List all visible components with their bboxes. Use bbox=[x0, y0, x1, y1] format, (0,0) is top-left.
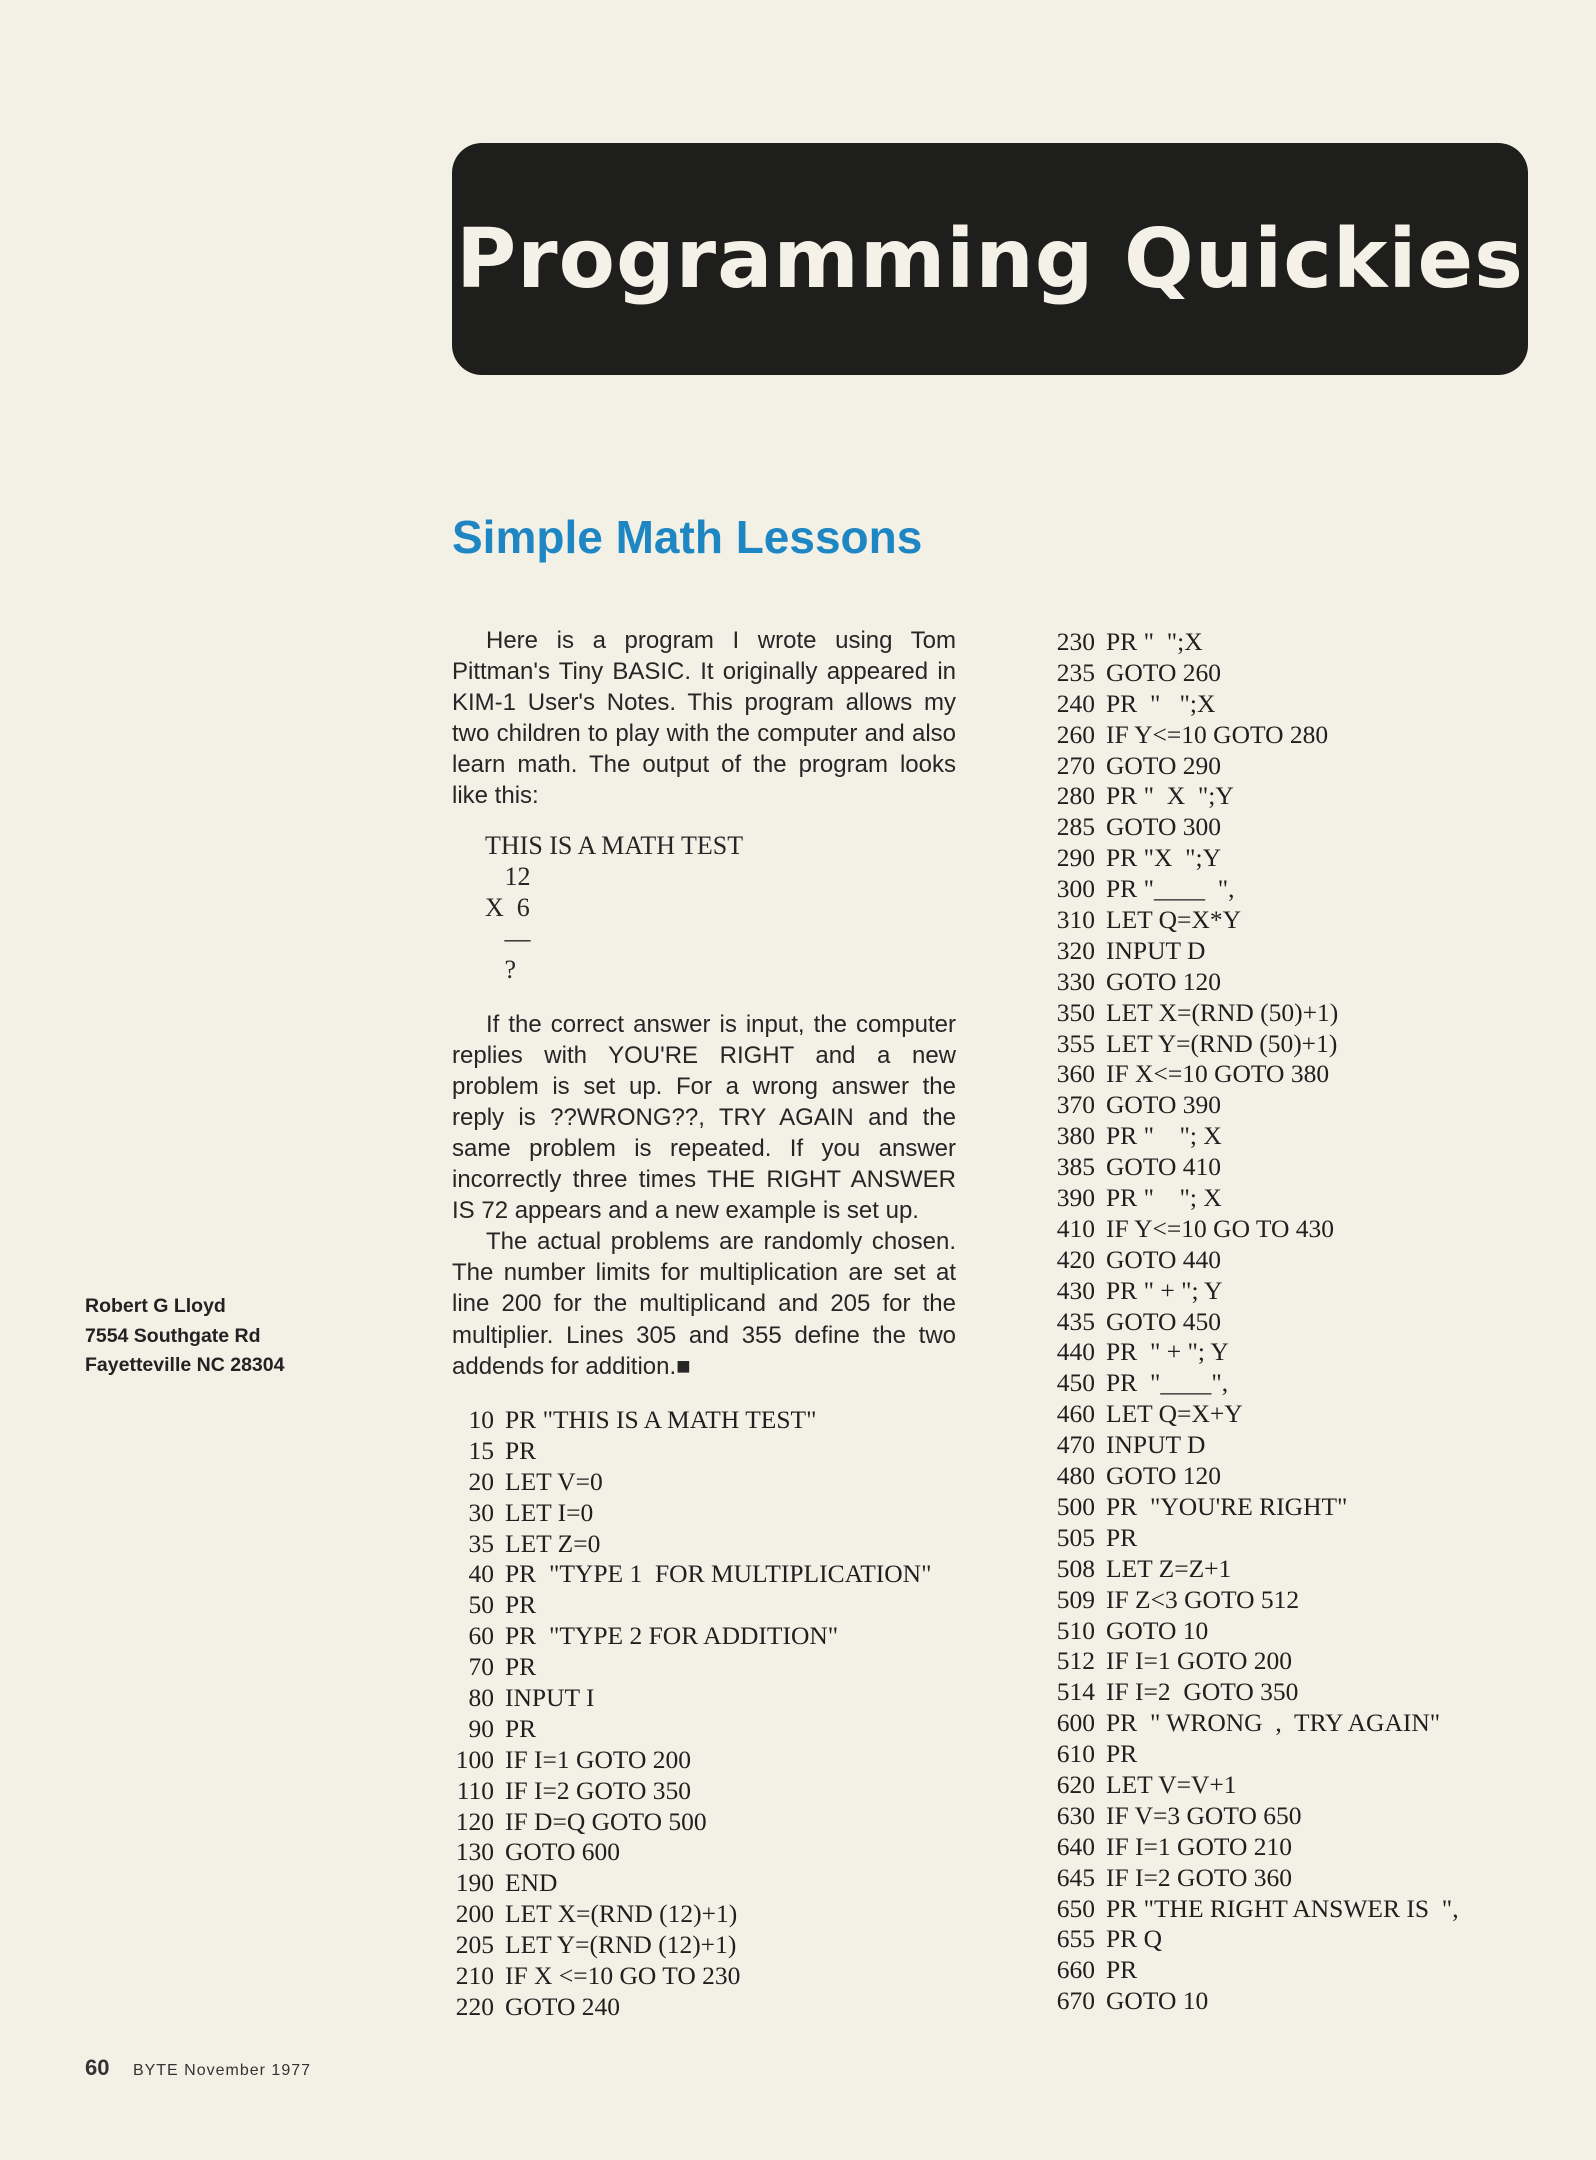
program-listing-left bbox=[448, 1405, 932, 2023]
code-line bbox=[448, 1436, 932, 1467]
line-number: 670 bbox=[1056, 1986, 1095, 2016]
code-line bbox=[1042, 1523, 1459, 1554]
line-number: 20 bbox=[468, 1466, 494, 1496]
line-number: 15 bbox=[468, 1435, 494, 1465]
statement: GOTO 260 bbox=[1106, 657, 1221, 687]
code-line bbox=[1042, 1492, 1459, 1523]
code-line bbox=[448, 1714, 932, 1745]
line-number: 280 bbox=[1056, 781, 1095, 811]
code-line bbox=[1042, 1090, 1459, 1121]
statement: IF I=2 GOTO 360 bbox=[1106, 1862, 1293, 1892]
code-line bbox=[1042, 1955, 1459, 1986]
line-number: 640 bbox=[1056, 1831, 1095, 1861]
line-number: 460 bbox=[1056, 1399, 1095, 1429]
code-line bbox=[1042, 1059, 1459, 1090]
statement: PR bbox=[505, 1590, 537, 1620]
author-name: Robert G Lloyd bbox=[85, 1295, 226, 1317]
code-line bbox=[1042, 1029, 1459, 1060]
code-line bbox=[1042, 1585, 1459, 1616]
statement: PR "THIS IS A MATH TEST" bbox=[505, 1405, 817, 1434]
statement: LET V=V+1 bbox=[1106, 1769, 1237, 1799]
code-line bbox=[1042, 874, 1459, 905]
statement: PR bbox=[1106, 1955, 1138, 1985]
line-number: 510 bbox=[1056, 1615, 1095, 1645]
line-number: 370 bbox=[1056, 1090, 1095, 1120]
line-number: 200 bbox=[455, 1899, 494, 1929]
code-line bbox=[448, 1405, 932, 1436]
line-number: 450 bbox=[1056, 1368, 1095, 1398]
line-number: 645 bbox=[1056, 1862, 1095, 1892]
statement: GOTO 600 bbox=[505, 1837, 620, 1867]
code-line bbox=[448, 1868, 932, 1899]
code-line bbox=[1042, 1307, 1459, 1338]
statement: PR bbox=[505, 1435, 537, 1465]
line-number: 260 bbox=[1056, 719, 1095, 749]
code-line bbox=[1042, 1924, 1459, 1955]
code-line bbox=[1042, 1616, 1459, 1647]
statement: LET Q=X+Y bbox=[1106, 1399, 1243, 1429]
statement: INPUT D bbox=[1106, 935, 1206, 965]
code-line bbox=[1042, 1214, 1459, 1245]
code-line bbox=[1042, 1337, 1459, 1368]
code-line bbox=[448, 1559, 932, 1590]
program-listing-right bbox=[1042, 627, 1459, 2017]
line-number: 300 bbox=[1056, 874, 1095, 904]
code-line bbox=[448, 1807, 932, 1838]
line-number: 430 bbox=[1056, 1275, 1095, 1305]
statement: GOTO 120 bbox=[1106, 966, 1221, 996]
statement: GOTO 290 bbox=[1106, 750, 1221, 780]
code-line bbox=[448, 1529, 932, 1560]
statement: PR bbox=[505, 1713, 537, 1743]
line-number: 310 bbox=[1056, 905, 1095, 935]
line-number: 390 bbox=[1056, 1183, 1095, 1213]
answer-paragraph: If the correct answer is input, the computer replies with YOU'RE RIGHT and a new problem is set up. For a wrong answer the reply is ??WRONG??, TRY AGAIN and the same problem is repeated. If you answer incorrectly three times THE RIGHT ANSWER IS 72 appears and a new example is set up. bbox=[452, 1010, 956, 1225]
statement: IF Y<=10 GO TO 430 bbox=[1106, 1213, 1335, 1243]
line-number: 600 bbox=[1056, 1708, 1095, 1738]
code-line bbox=[1042, 1461, 1459, 1492]
statement: GOTO 300 bbox=[1106, 812, 1221, 842]
line-number: 610 bbox=[1056, 1739, 1095, 1769]
line-number: 235 bbox=[1056, 657, 1095, 687]
line-number: 360 bbox=[1056, 1059, 1095, 1089]
line-number: 285 bbox=[1056, 812, 1095, 842]
statement: LET V=0 bbox=[505, 1466, 603, 1496]
statement: LET Q=X*Y bbox=[1106, 905, 1242, 935]
statement: IF Z<3 GOTO 512 bbox=[1106, 1584, 1300, 1614]
statement: PR " + "; Y bbox=[1106, 1275, 1223, 1305]
code-line bbox=[1042, 1801, 1459, 1832]
statement: LET Z=0 bbox=[505, 1528, 601, 1558]
statement: PR "____", bbox=[1106, 1368, 1229, 1398]
author-byline bbox=[85, 1292, 284, 1381]
code-line bbox=[1042, 1183, 1459, 1214]
statement: PR " "; X bbox=[1106, 1183, 1222, 1213]
statement: LET X=(RND (50)+1) bbox=[1106, 997, 1339, 1027]
line-number: 110 bbox=[456, 1775, 494, 1805]
publication-info: BYTE November 1977 bbox=[132, 2062, 312, 2079]
line-number: 210 bbox=[455, 1961, 494, 1991]
line-number: 205 bbox=[455, 1930, 494, 1960]
statement: GOTO 120 bbox=[1106, 1461, 1221, 1491]
line-number: 90 bbox=[468, 1713, 494, 1743]
line-number: 50 bbox=[468, 1590, 494, 1620]
statement: PR bbox=[1106, 1522, 1138, 1552]
statement: PR " X ";Y bbox=[1106, 781, 1234, 811]
code-line bbox=[448, 1899, 932, 1930]
line-number: 100 bbox=[455, 1744, 494, 1774]
statement: PR " "; X bbox=[1106, 1121, 1222, 1151]
statement: GOTO 240 bbox=[505, 1991, 620, 2021]
code-line bbox=[448, 1652, 932, 1683]
code-line bbox=[1042, 1832, 1459, 1863]
code-line bbox=[448, 1683, 932, 1714]
code-line bbox=[1042, 1121, 1459, 1152]
statement: IF I=2 GOTO 350 bbox=[1106, 1677, 1299, 1707]
line-number: 80 bbox=[468, 1683, 494, 1713]
page-footer bbox=[85, 2055, 311, 2081]
statement: IF Y<=10 GOTO 280 bbox=[1106, 719, 1329, 749]
line-number: 509 bbox=[1056, 1584, 1095, 1614]
line-number: 40 bbox=[468, 1559, 494, 1589]
statement: IF I=2 GOTO 350 bbox=[505, 1775, 692, 1805]
statement: GOTO 450 bbox=[1106, 1306, 1221, 1336]
code-line bbox=[1042, 1894, 1459, 1925]
code-line bbox=[1042, 1646, 1459, 1677]
code-line bbox=[1042, 1152, 1459, 1183]
code-line bbox=[1042, 1863, 1459, 1894]
line-number: 290 bbox=[1056, 843, 1095, 873]
line-number: 190 bbox=[455, 1868, 494, 1898]
line-number: 420 bbox=[1056, 1244, 1095, 1274]
statement: PR " + "; Y bbox=[1106, 1337, 1229, 1367]
line-number: 70 bbox=[468, 1652, 494, 1682]
line-number: 480 bbox=[1056, 1461, 1095, 1491]
code-line bbox=[1042, 843, 1459, 874]
line-number: 30 bbox=[468, 1497, 494, 1527]
line-number: 350 bbox=[1056, 997, 1095, 1027]
statement: IF D=Q GOTO 500 bbox=[505, 1806, 707, 1836]
line-number: 130 bbox=[455, 1837, 494, 1867]
line-number: 650 bbox=[1056, 1893, 1095, 1923]
code-line bbox=[1042, 1430, 1459, 1461]
limits-paragraph: The actual problems are randomly chosen. The number limits for multiplication are set at line 200 for the multiplicand and 205 for the multiplier. Lines 305 and 355 define the two addends for addition.■ bbox=[452, 1228, 956, 1380]
code-line bbox=[1042, 1770, 1459, 1801]
statement: INPUT I bbox=[505, 1683, 595, 1713]
statement: GOTO 390 bbox=[1106, 1090, 1221, 1120]
statement: IF V=3 GOTO 650 bbox=[1106, 1800, 1302, 1830]
code-line bbox=[1042, 781, 1459, 812]
line-number: 630 bbox=[1056, 1800, 1095, 1830]
statement: GOTO 10 bbox=[1106, 1615, 1209, 1645]
code-line bbox=[1042, 689, 1459, 720]
code-line bbox=[1042, 1554, 1459, 1585]
line-number: 620 bbox=[1056, 1769, 1095, 1799]
code-line bbox=[448, 1621, 932, 1652]
code-line bbox=[1042, 998, 1459, 1029]
code-line bbox=[1042, 1276, 1459, 1307]
code-line bbox=[448, 1992, 932, 2023]
statement: PR " WRONG , TRY AGAIN" bbox=[1106, 1708, 1441, 1738]
page-number: 60 bbox=[85, 2055, 110, 2080]
statement: LET Z=Z+1 bbox=[1106, 1553, 1232, 1583]
code-line bbox=[1042, 720, 1459, 751]
author-street: 7554 Southgate Rd bbox=[85, 1324, 261, 1347]
statement: LET Y=(RND (12)+1) bbox=[505, 1930, 737, 1960]
article-body bbox=[452, 625, 956, 1382]
statement: PR "X ";Y bbox=[1106, 843, 1222, 873]
line-number: 60 bbox=[468, 1621, 494, 1651]
line-number: 240 bbox=[1056, 688, 1095, 718]
line-number: 220 bbox=[455, 1991, 494, 2021]
code-line bbox=[1042, 1708, 1459, 1739]
author-city: Fayetteville NC 28304 bbox=[85, 1354, 285, 1376]
line-number: 508 bbox=[1056, 1553, 1095, 1583]
statement: PR bbox=[505, 1652, 537, 1682]
line-number: 410 bbox=[1056, 1213, 1095, 1243]
statement: GOTO 440 bbox=[1106, 1244, 1221, 1274]
code-line bbox=[448, 1776, 932, 1807]
line-number: 330 bbox=[1056, 966, 1095, 996]
code-line bbox=[448, 1961, 932, 1992]
line-number: 10 bbox=[468, 1405, 494, 1434]
code-line bbox=[1042, 1986, 1459, 2017]
statement: PR "TYPE 1 FOR MULTIPLICATION" bbox=[505, 1559, 932, 1589]
code-line bbox=[1042, 967, 1459, 998]
statement: PR "THE RIGHT ANSWER IS ", bbox=[1106, 1893, 1459, 1923]
statement: IF I=1 GOTO 200 bbox=[1106, 1646, 1293, 1676]
line-number: 120 bbox=[455, 1806, 494, 1836]
intro-paragraph: Here is a program I wrote using Tom Pittman's Tiny BASIC. It originally appeared in KIM-1 User's Notes. This program allows my two children to play with the computer and also learn math. The output of the program looks like this: bbox=[452, 627, 956, 810]
statement: END bbox=[505, 1868, 558, 1898]
line-number: 660 bbox=[1056, 1955, 1095, 1985]
code-line bbox=[1042, 905, 1459, 936]
statement: LET Y=(RND (50)+1) bbox=[1106, 1028, 1338, 1058]
code-line bbox=[448, 1498, 932, 1529]
statement: GOTO 10 bbox=[1106, 1986, 1209, 2016]
statement: IF I=1 GOTO 200 bbox=[505, 1744, 692, 1774]
code-line bbox=[1042, 1245, 1459, 1276]
code-line bbox=[1042, 1739, 1459, 1770]
code-line bbox=[1042, 1677, 1459, 1708]
code-line bbox=[448, 1745, 932, 1776]
sample-output: THIS IS A MATH TEST 12 X 6 ― ? bbox=[485, 830, 744, 984]
line-number: 470 bbox=[1056, 1430, 1095, 1460]
statement: PR "TYPE 2 FOR ADDITION" bbox=[505, 1621, 839, 1651]
code-line bbox=[1042, 1368, 1459, 1399]
statement: INPUT D bbox=[1106, 1430, 1206, 1460]
line-number: 655 bbox=[1056, 1924, 1095, 1954]
line-number: 320 bbox=[1056, 935, 1095, 965]
code-line bbox=[448, 1930, 932, 1961]
statement: PR Q bbox=[1106, 1924, 1162, 1954]
statement: IF X <=10 GO TO 230 bbox=[505, 1961, 741, 1991]
statement: PR "YOU'RE RIGHT" bbox=[1106, 1491, 1348, 1521]
line-number: 440 bbox=[1056, 1337, 1095, 1367]
line-number: 385 bbox=[1056, 1152, 1095, 1182]
code-line bbox=[448, 1590, 932, 1621]
statement: LET I=0 bbox=[505, 1497, 594, 1527]
line-number: 230 bbox=[1056, 627, 1095, 656]
code-line bbox=[1042, 812, 1459, 843]
code-line bbox=[1042, 751, 1459, 782]
line-number: 35 bbox=[468, 1528, 494, 1558]
code-line bbox=[1042, 658, 1459, 689]
statement: PR " ";X bbox=[1106, 627, 1203, 656]
statement: GOTO 410 bbox=[1106, 1152, 1221, 1182]
line-number: 270 bbox=[1056, 750, 1095, 780]
line-number: 512 bbox=[1056, 1646, 1095, 1676]
code-line bbox=[1042, 1399, 1459, 1430]
code-line bbox=[448, 1467, 932, 1498]
statement: IF I=1 GOTO 210 bbox=[1106, 1831, 1293, 1861]
article-headline: Simple Math Lessons bbox=[452, 511, 923, 563]
section-banner bbox=[452, 143, 1528, 375]
code-line bbox=[1042, 627, 1459, 658]
line-number: 500 bbox=[1056, 1491, 1095, 1521]
code-line bbox=[1042, 936, 1459, 967]
line-number: 435 bbox=[1056, 1306, 1095, 1336]
line-number: 505 bbox=[1056, 1522, 1095, 1552]
statement: LET X=(RND (12)+1) bbox=[505, 1899, 738, 1929]
statement: PR bbox=[1106, 1739, 1138, 1769]
statement: IF X<=10 GOTO 380 bbox=[1106, 1059, 1330, 1089]
statement: PR " ";X bbox=[1106, 688, 1216, 718]
line-number: 380 bbox=[1056, 1121, 1095, 1151]
line-number: 514 bbox=[1056, 1677, 1095, 1707]
banner-title: Programming Quickies bbox=[456, 211, 1524, 307]
line-number: 355 bbox=[1056, 1028, 1095, 1058]
code-line bbox=[448, 1837, 932, 1868]
statement: PR "____ ", bbox=[1106, 874, 1235, 904]
